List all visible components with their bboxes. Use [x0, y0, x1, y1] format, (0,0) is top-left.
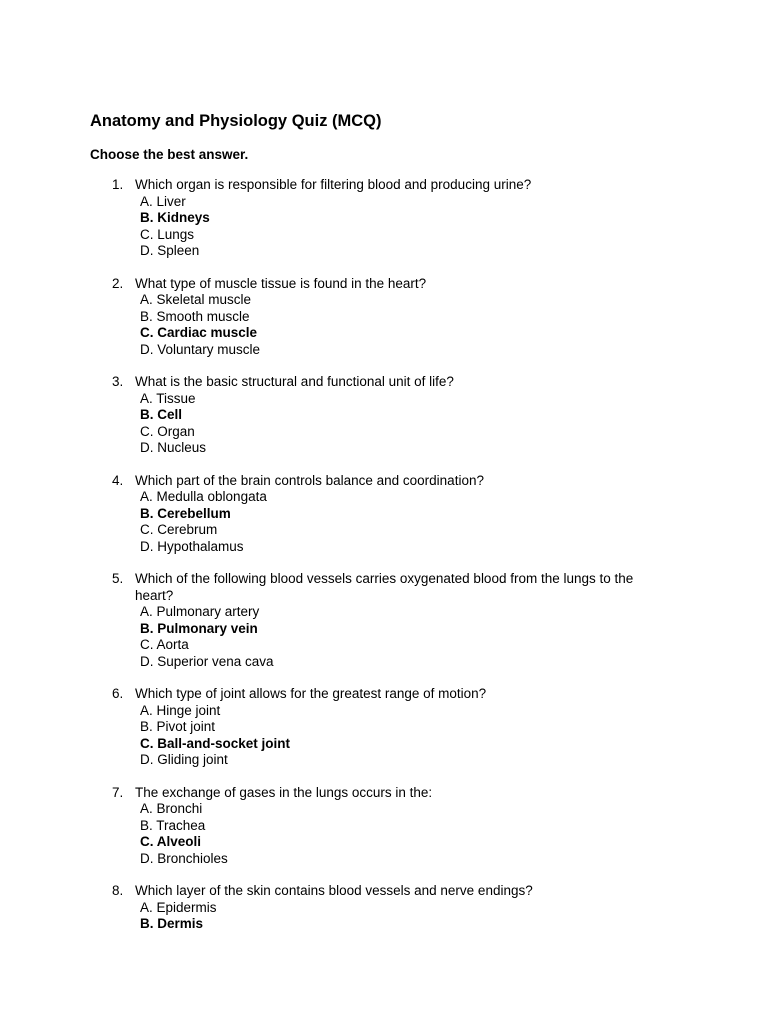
correct-answer-option: B. Cell [140, 407, 183, 422]
answer-option: B. Trachea [140, 817, 206, 833]
correct-answer-option: C. Cardiac muscle [140, 325, 258, 340]
answer-options [140, 900, 768, 933]
answer-option: C. Organ [140, 423, 195, 439]
question-text: Which organ is responsible for filtering blood and producing urine? [135, 177, 532, 192]
question-number: 5. [112, 571, 124, 586]
question-text: Which layer of the skin contains blood vessels and nerve endings? [135, 883, 533, 898]
answer-option: A. Tissue [140, 390, 196, 406]
question-list [0, 177, 768, 949]
correct-answer-option: B. Kidneys [140, 210, 210, 225]
answer-options [140, 801, 768, 867]
question-number: 8. [112, 883, 124, 898]
answer-options [140, 489, 768, 555]
question-text: Which type of joint allows for the greatest range of motion? [135, 686, 487, 701]
question-item [0, 473, 768, 556]
answer-option: D. Bronchioles [140, 850, 228, 866]
question-number: 1. [112, 177, 124, 192]
answer-option: D. Voluntary muscle [140, 341, 261, 357]
answer-option: A. Bronchi [140, 801, 203, 816]
question-item [0, 686, 768, 769]
question-item [0, 374, 768, 457]
answer-option: A. Epidermis [140, 899, 217, 915]
answer-option: A. Medulla oblongata [140, 489, 267, 504]
answer-options [140, 194, 768, 260]
quiz-instructions: Choose the best answer. [90, 147, 249, 162]
answer-option: D. Spleen [140, 243, 200, 258]
correct-answer-option: C. Ball-and-socket joint [140, 735, 291, 751]
correct-answer-option: C. Alveoli [140, 834, 202, 849]
question-text: What type of muscle tissue is found in the heart? [135, 275, 427, 291]
answer-option: D. Hypothalamus [140, 538, 244, 554]
question-number: 2. [112, 275, 124, 291]
question-text: The exchange of gases in the lungs occurs in the: [135, 784, 433, 800]
answer-option: A. Hinge joint [140, 702, 221, 718]
correct-answer-option: B. Cerebellum [140, 505, 231, 521]
question-number: 7. [112, 784, 124, 800]
correct-answer-option: B. Dermis [140, 916, 204, 931]
answer-option: D. Gliding joint [140, 752, 228, 767]
question-item [0, 276, 768, 359]
answer-options [140, 604, 768, 670]
answer-option: C. Lungs [140, 226, 195, 242]
question-item [0, 883, 768, 933]
question-number: 3. [112, 374, 124, 389]
question-item [0, 571, 768, 670]
answer-option: A. Liver [140, 193, 186, 209]
question-text: Which of the following blood vessels carries oxygenated blood from the lungs to the heart? [135, 571, 634, 603]
answer-option: C. Aorta [140, 637, 189, 652]
answer-option: D. Nucleus [140, 440, 207, 455]
question-number: 6. [112, 686, 124, 701]
answer-option: A. Pulmonary artery [140, 604, 260, 619]
quiz-title: Anatomy and Physiology Quiz (MCQ) [90, 112, 382, 130]
question-text: What is the basic structural and functional unit of life? [135, 374, 454, 389]
answer-option: B. Pivot joint [140, 719, 216, 734]
answer-options [140, 391, 768, 457]
answer-options [140, 292, 768, 358]
answer-option: B. Smooth muscle [140, 308, 250, 324]
question-text: Which part of the brain controls balance and coordination? [135, 472, 484, 488]
question-number: 4. [112, 472, 124, 488]
answer-option: D. Superior vena cava [140, 653, 274, 669]
question-item [0, 177, 768, 260]
answer-options [140, 703, 768, 769]
correct-answer-option: B. Pulmonary vein [140, 620, 258, 636]
answer-option: A. Skeletal muscle [140, 292, 252, 307]
question-item [0, 785, 768, 868]
answer-option: C. Cerebrum [140, 522, 218, 537]
